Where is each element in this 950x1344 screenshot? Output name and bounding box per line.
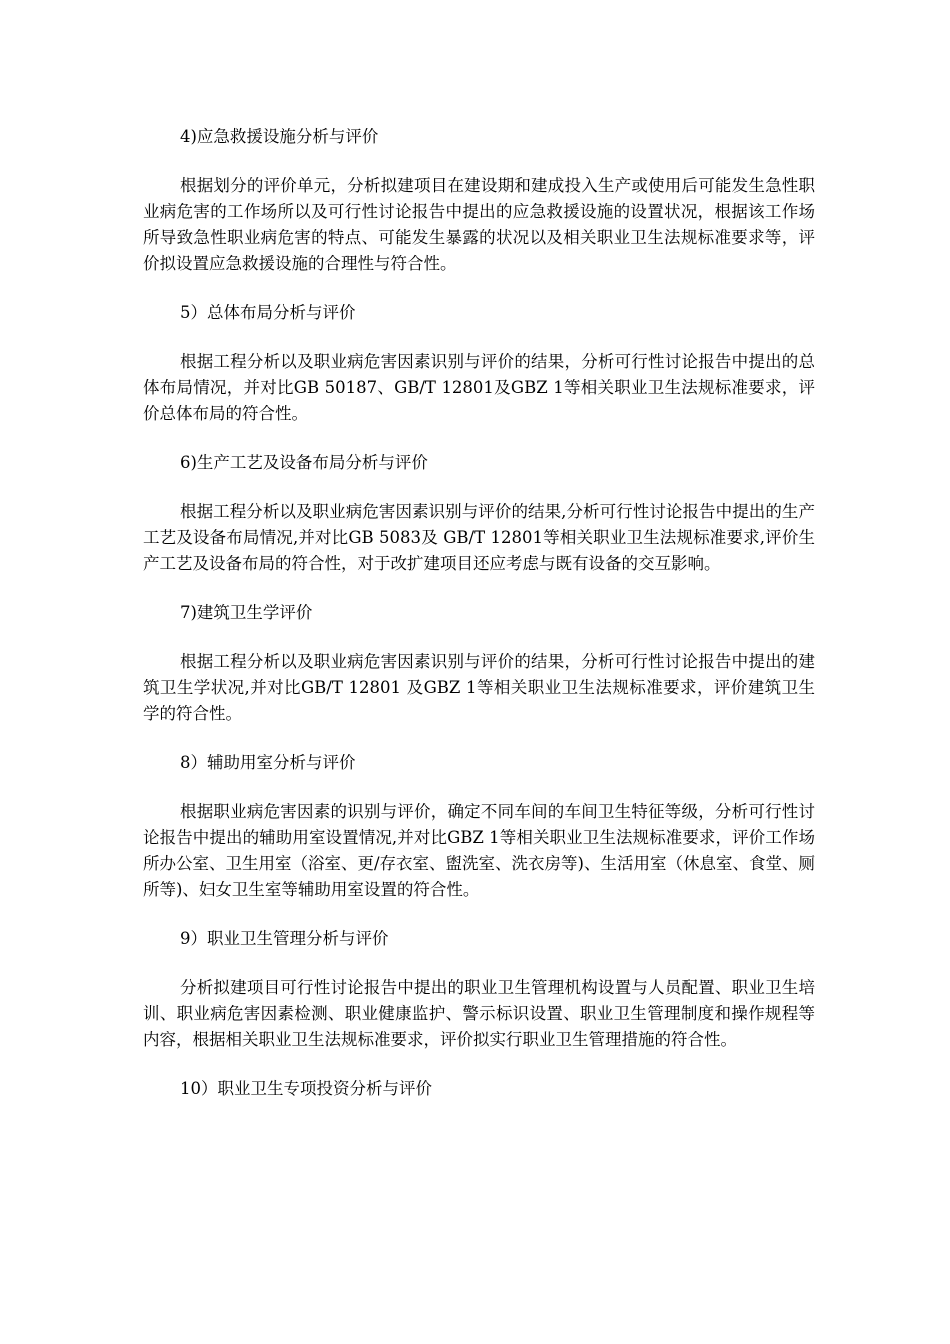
section-heading-4: 4)应急救援设施分析与评价: [180, 127, 379, 146]
section-body-6: 根据工程分析以及职业病危害因素识别与评价的结果,分析可行性讨论报告中提出的生产工艺及设备布局情况,并对比GB 5083及 GB/T 12801等相关职业卫生法规标准要求,评价生产工艺及设备布局的符合性，对于改扩建项目还应考虑与既有设备的交互影响。: [143, 502, 815, 573]
section-heading-8: 8）辅助用室分析与评价: [180, 753, 356, 772]
section-body-5: 根据工程分析以及职业病危害因素识别与评价的结果，分析可行性讨论报告中提出的总体布局情况，并对比GB 50187、GB/T 12801及GBZ 1等相关职业卫生法规标准要求，评价总体布局的符合性。: [143, 352, 815, 423]
section-heading-5: 5）总体布局分析与评价: [180, 303, 356, 322]
section-body-8: 根据职业病危害因素的识别与评价，确定不同车间的车间卫生特征等级，分析可行性讨论报告中提出的辅助用室设置情况,并对比GBZ 1等相关职业卫生法规标准要求，评价工作场所办公室、卫生用室（浴室、更/存衣室、盥洗室、洗衣房等)、生活用室（休息室、食堂、厕所等)、妇女卫生室等辅助用室设置的符合性。: [143, 802, 815, 899]
section-heading-6: 6)生产工艺及设备布局分析与评价: [180, 453, 428, 472]
section-body-4: 根据划分的评价单元，分析拟建项目在建设期和建成投入生产或使用后可能发生急性职业病危害的工作场所以及可行性讨论报告中提出的应急救援设施的设置状况，根据该工作场所导致急性职业病危害的特点、可能发生暴露的状况以及相关职业卫生法规标准要求等，评价拟设置应急救援设施的合理性与符合性。: [143, 176, 815, 273]
section-heading-9: 9）职业卫生管理分析与评价: [180, 929, 389, 948]
section-body-9: 分析拟建项目可行性讨论报告中提出的职业卫生管理机构设置与人员配置、职业卫生培训、职业病危害因素检测、职业健康监护、警示标识设置、职业卫生管理制度和操作规程等内容，根据相关职业卫生法规标准要求，评价拟实行职业卫生管理措施的符合性。: [143, 978, 815, 1049]
section-body-7: 根据工程分析以及职业病危害因素识别与评价的结果，分析可行性讨论报告中提出的建筑卫生学状况,并对比GB/T 12801 及GBZ 1等相关职业卫生法规标准要求，评价建筑卫生学的符合性。: [143, 652, 815, 723]
document-body: [143, 124, 815, 1102]
section-heading-7: 7)建筑卫生学评价: [180, 603, 313, 622]
section-heading-10: 10）职业卫生专项投资分析与评价: [180, 1079, 432, 1098]
